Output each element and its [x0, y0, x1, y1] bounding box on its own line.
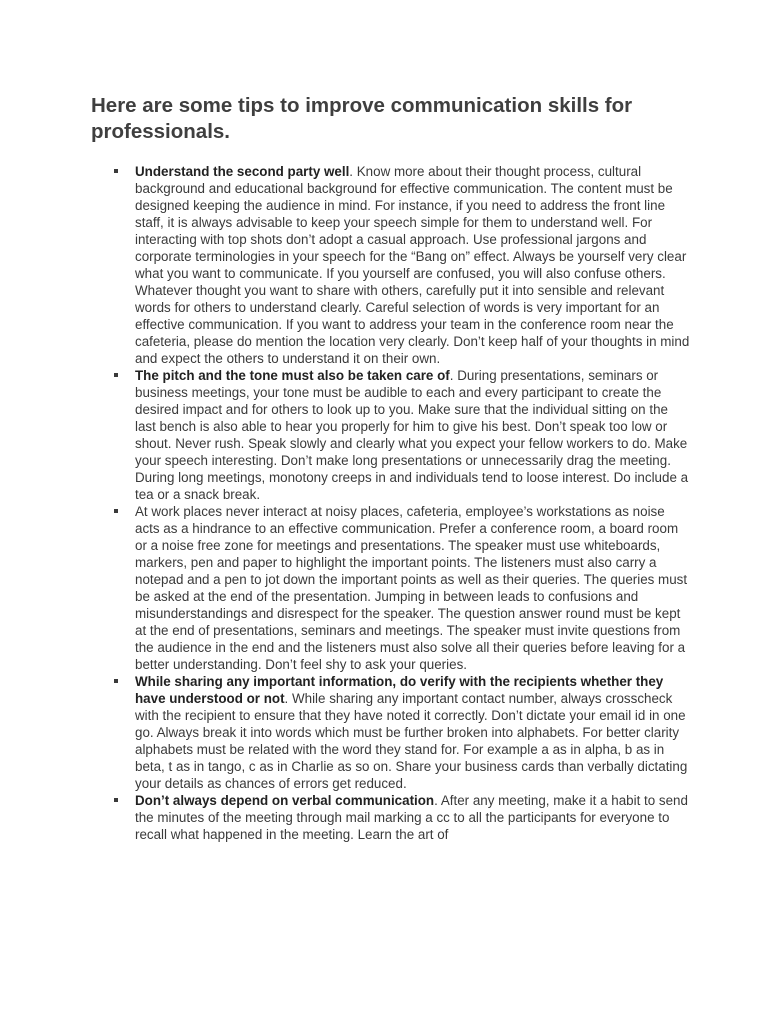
tip-pitch-and-tone — [110, 367, 690, 503]
tip-lead: Understand the second party well — [135, 164, 350, 179]
tip-verify-understanding — [110, 673, 690, 792]
tip-body: . While sharing any important contact number, always crosscheck with the recipient to ensure that they have noted it correctly. Don’t dictate your email id in one go. Always break it into words which must be further broken into alphabets. For better clarity alphabets must be related with the word they stand for. For example a as in alpha, b as in beta, t as in tango, c as in Charlie as so on. Share your business cards than verbally dictating your details as chances of errors get reduced. — [135, 691, 688, 791]
square-bullet-icon — [114, 509, 118, 513]
square-bullet-icon — [114, 373, 118, 377]
tip-body: . Know more about their thought process, cultural background and educational background for effective communication. The content must be designed keeping the audience in mind. For instance, if you need to address the front line staff, it is always advisable to keep your speech simple for them to understand well. For interacting with top shots don’t adopt a casual approach. Use professional jargons and corporate terminologies in your speech for the “Bang on” effect. Always be yourself very clear what you want to communicate. If you yourself are confused, you will also confuse others. Whatever thought you want to share with others, carefully put it into sensible and relevant words for others to understand clearly. Careful selection of words is very important for an effective communication. If you want to address your team in the conference room near the cafeteria, please do mention the location very clearly. Don’t keep half of your thoughts in mind and expect the others to understand it on their own. — [135, 164, 690, 366]
tip-not-only-verbal — [110, 792, 690, 843]
tip-body: At work places never interact at noisy places, cafeteria, employee’s workstations as noise acts as a hindrance to an effective communication. Prefer a conference room, a board room or a noise free zone for meetings and presentations. The speaker must use whiteboards, markers, pen and paper to highlight the important points. The listeners must also carry a notepad and a pen to jot down the important points as well as their queries. The queries must be asked at the end of the presentation. Jumping in between leads to confusions and misunderstandings and disrespect for the speaker. The question answer round must be kept at the end of presentations, seminars and meetings. The speaker must invite questions from the audience in the end and the listeners must also solve all their queries before leaving for a better understanding. Don’t feel shy to ask your queries. — [135, 504, 688, 672]
tip-noise-free-places — [110, 503, 690, 673]
tip-lead: Don’t always depend on verbal communication — [135, 793, 435, 808]
tip-lead: While sharing any important information, do verify with the recipients whether they have understood or not — [135, 674, 664, 706]
square-bullet-icon — [114, 169, 118, 173]
tip-body: . During presentations, seminars or business meetings, your tone must be audible to each and every participant to create the desired impact and for others to look up to you. Make sure that the individual sitting on the last bench is also able to hear you properly for him to give his best. Don’t speak too low or shout. Never rush. Speak slowly and clearly what you expect your fellow workers to do. Make your speech interesting. Don’t make long presentations or unnecessarily drag the meeting. During long meetings, monotony creeps in and individuals tend to loose interest. Do include a tea or a snack break. — [135, 368, 689, 502]
tip-lead: The pitch and the tone must also be taken care of — [135, 368, 450, 383]
square-bullet-icon — [114, 798, 118, 802]
page-title: Here are some tips to improve communication skills for professionals. — [91, 94, 633, 143]
tip-understand-second-party — [110, 163, 690, 367]
tip-body: . After any meeting, make it a habit to send the minutes of the meeting through mail marking a cc to all the participants for everyone to recall what happened in the meeting. Learn the art of — [135, 793, 688, 842]
square-bullet-icon — [114, 679, 118, 683]
tips-list — [110, 163, 690, 843]
